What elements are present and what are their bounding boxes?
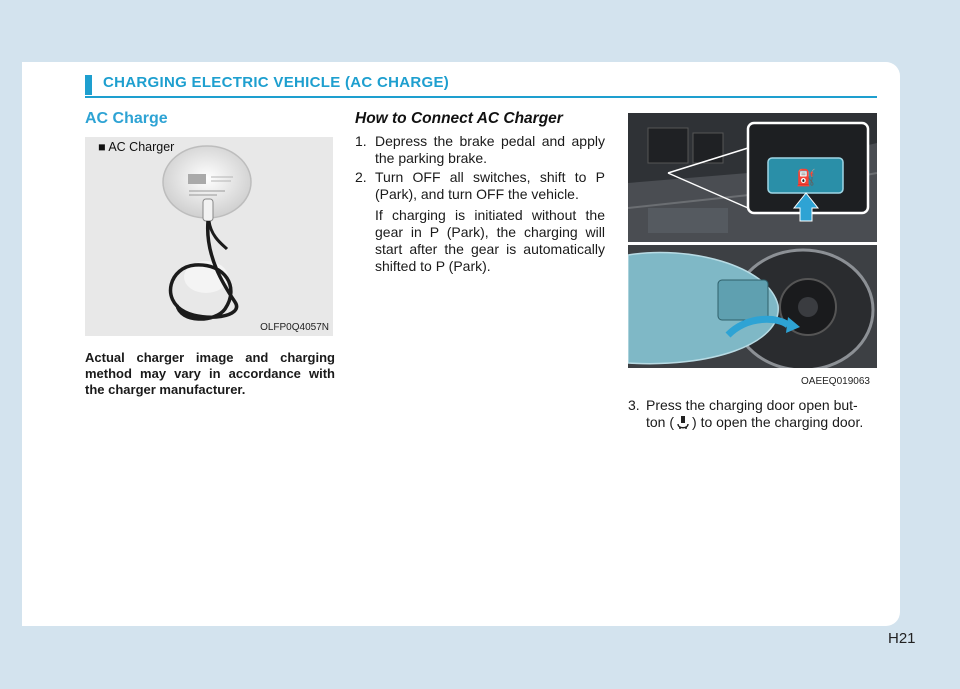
step-text: Turn OFF all switches, shift to P (Park), and turn OFF the vehicle.: [375, 169, 605, 202]
section-title: CHARGING ELECTRIC VEHICLE (AC CHARGE): [103, 74, 450, 91]
ac-charge-heading: AC Charge: [85, 110, 168, 127]
page-number: H21: [888, 630, 916, 647]
steps-list: [355, 133, 605, 275]
how-to-connect-heading: How to Connect AC Charger: [355, 110, 563, 127]
ac-charger-illustration: [85, 137, 333, 336]
ac-charger-figure: [85, 137, 333, 336]
step-note: If charging is initiated without the gear in P (Park), the charging will start after the gear is automatically shifted to P (Park).: [375, 207, 605, 274]
section-header: [85, 74, 877, 98]
step-text-line2: [628, 414, 888, 431]
interior-dash-illustration: [628, 113, 877, 242]
step-number: 1.: [355, 133, 367, 149]
step-number: 3.: [628, 397, 640, 413]
step-number: 2.: [355, 169, 367, 185]
svg-text:⛽: ⛽: [796, 168, 816, 187]
step-item: [355, 169, 605, 203]
step-text-post: ) to open the charging door.: [692, 414, 864, 430]
figure-code-left: OLFP0Q4057N: [260, 322, 329, 333]
section-accent-bar: [85, 75, 92, 95]
charging-door-illustration: [628, 245, 877, 368]
step-text-pre: ton (: [646, 414, 675, 430]
step-text-line1: Press the charging door open but-: [646, 397, 858, 413]
figure-caption: ■ AC Charger: [98, 140, 175, 154]
charging-door-open-photo: [628, 245, 877, 368]
figure-code-right: OAEEQ019063: [801, 376, 870, 387]
step-item: [355, 133, 605, 167]
charger-note: Actual charger image and charging method may vary in accordance with the charger manufacturer.: [85, 350, 335, 397]
step-item: [628, 397, 888, 431]
charging-door-button-photo: [628, 113, 877, 242]
charging-door-icon: [676, 416, 690, 430]
step-text: Depress the brake pedal and apply the parking brake.: [375, 133, 605, 166]
